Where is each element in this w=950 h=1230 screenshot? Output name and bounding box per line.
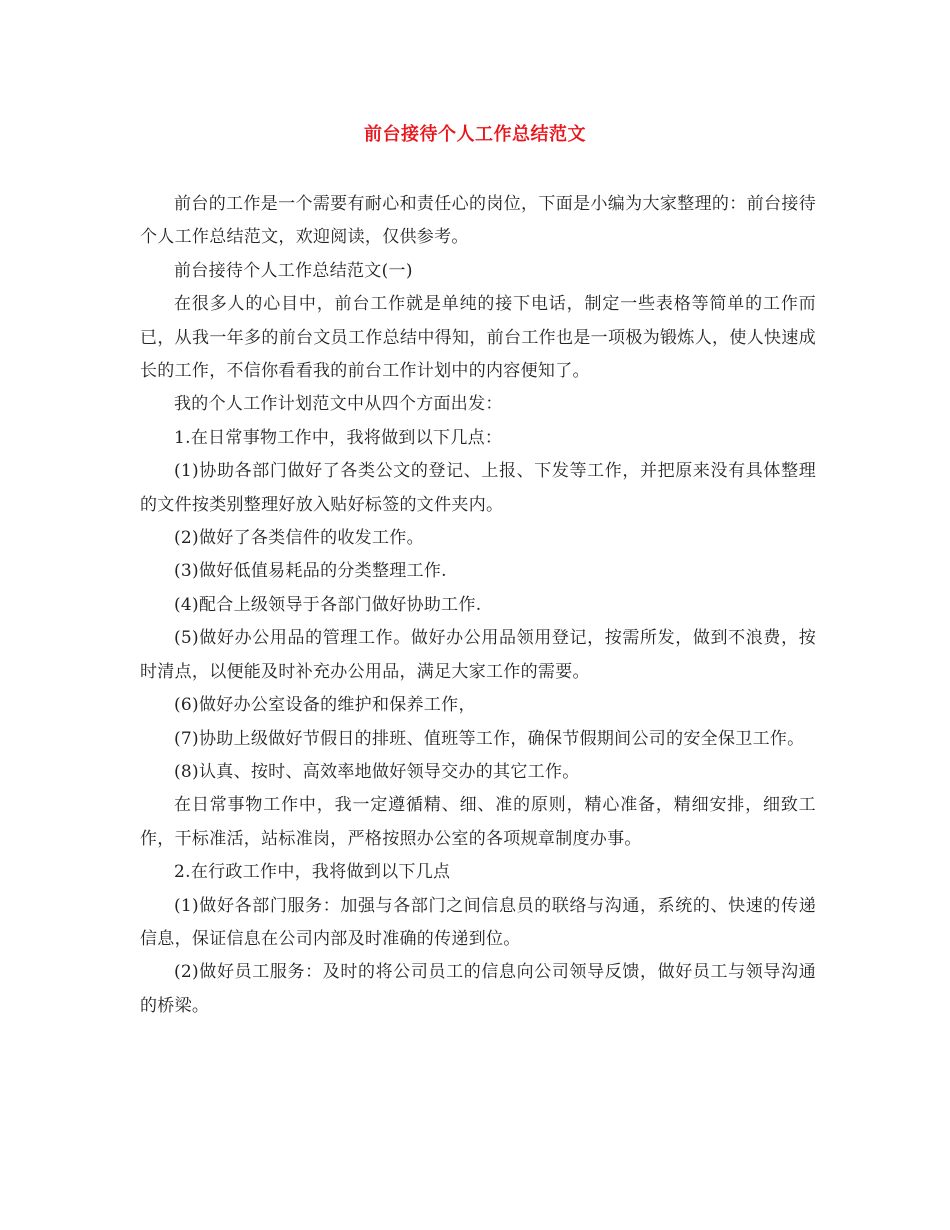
paragraph-section-heading: 前台接待个人工作总结范文(一) <box>174 260 413 281</box>
document-title: 前台接待个人工作总结范文 <box>364 124 586 145</box>
paragraph-list-heading: 1.在日常事物工作中，我将做到以下几点： <box>174 427 503 448</box>
list-item: (2)做好了各类信件的收发工作。 <box>174 528 424 549</box>
list-item: (4)配合上级领导于各部门做好协助工作. <box>174 594 482 615</box>
document-body <box>140 188 816 1023</box>
list-item: (6)做好办公室设备的维护和保养工作， <box>174 695 476 716</box>
list-item: (3)做好低值易耗品的分类整理工作. <box>174 561 447 582</box>
list-item: (1)协助各部门做好了各类公文的登记、上报、下发等工作，并把原来没有具体整理的文件按类别整理好放入贴好标签的文件夹内。 <box>140 461 816 515</box>
paragraph-intro: 前台的工作是一个需要有耐心和责任心的岗位，下面是小编为大家整理的：前台接待个人工作总结范文，欢迎阅读，仅供参考。 <box>140 194 816 248</box>
list-item: (7)协助上级做好节假日的排班、值班等工作，确保节假期间公司的安全保卫工作。 <box>174 728 805 749</box>
paragraph: 在很多人的心目中，前台工作就是单纯的接下电话，制定一些表格等简单的工作而已，从我一年多的前台文员工作总结中得知，前台工作也是一项极为锻炼人，使人快速成长的工作，不信你看看我的前台工作计划中的内容便知了。 <box>140 294 816 382</box>
paragraph-list-heading: 2.在行政工作中，我将做到以下几点 <box>174 862 451 883</box>
list-item: (1)做好各部门服务：加强与各部门之间信息员的联络与沟通，系统的、快速的传递信息，保证信息在公司内部及时准确的传递到位。 <box>140 895 816 949</box>
paragraph: 我的个人工作计划范文中从四个方面出发： <box>174 394 503 415</box>
paragraph: 在日常事物工作中，我一定遵循精、细、准的原则，精心准备，精细安排，细致工作，干标准活，站标准岗，严格按照办公室的各项规章制度办事。 <box>140 795 816 849</box>
list-item: (5)做好办公用品的管理工作。做好办公用品领用登记，按需所发，做到不浪费，按时清点，以便能及时补充办公用品，满足大家工作的需要。 <box>140 628 816 682</box>
list-item: (8)认真、按时、高效率地做好领导交办的其它工作。 <box>174 761 580 782</box>
list-item: (2)做好员工服务：及时的将公司员工的信息向公司领导反馈，做好员工与领导沟通的桥梁。 <box>140 962 816 1016</box>
